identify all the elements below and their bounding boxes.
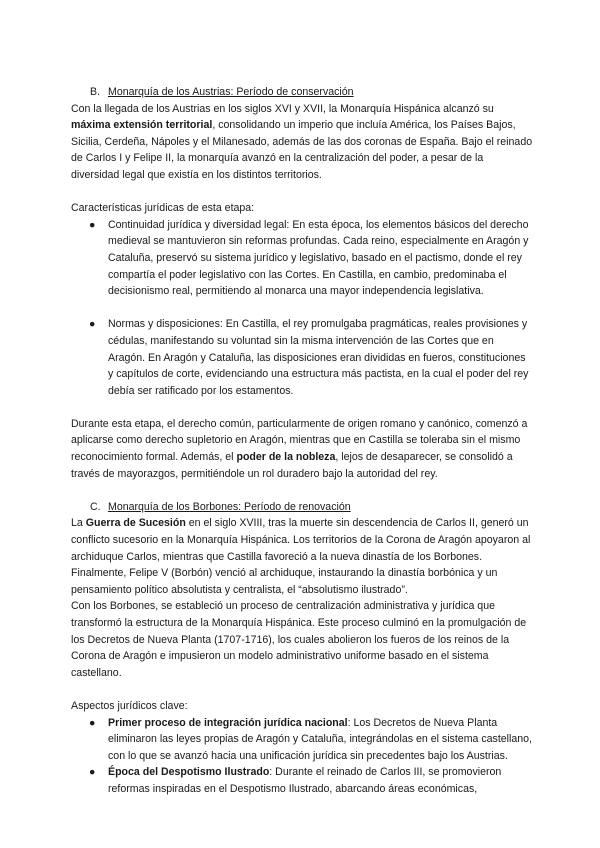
list-item <box>71 764 533 797</box>
bullet-icon: ● <box>89 218 96 231</box>
section-b-bullet-list <box>71 217 533 400</box>
list-item-text: Continuidad jurídica y diversidad legal: En esta época, los elementos básicos del derecho medieval se mantuvieron sin reformas profundas. Cada reino, especialmente en Aragón y Cataluña, preservó su sistema jurídico y legislativo, basado en el pactismo, donde el rey compartía el poder legislativo con las Cortes. En Castilla, en cambio, predominaba el decisionismo real, permitiendo al monarca una mayor independencia legislativa. <box>108 218 529 298</box>
text-run: La <box>71 517 86 530</box>
list-item <box>71 316 533 399</box>
section-b-title: Monarquía de los Austrias: Período de conservación <box>108 86 354 98</box>
list-item-text: Normas y disposiciones: En Castilla, el rey promulgaba pragmáticas, reales provisiones y cédulas, manifestando su voluntad sin la misma intervención de las Cortes que en Aragón. En Aragón y Cataluña, las disposiciones eran divididas en fueros, constituciones y capítulos de corte, evidenciando una estructura más pactista, en la cual el poder del rey debía ser ratificado por los estamentos. <box>108 318 529 397</box>
document-body <box>71 84 533 798</box>
section-b-heading <box>71 84 533 101</box>
section-c-paragraph-2: Con los Borbones, se estableció un proceso de centralización administrativa y jurídica que transformó la estructura de la Monarquía Hispánica. Este proceso culminó en la promulgación de los Decretos de Nueva Planta (1707-1716), los cuales abolieron los fueros de los reinos de la Corona de Aragón e impusieron un modelo administrativo uniforme basado en el sistema castellano. <box>71 600 527 679</box>
section-c-bullet-list <box>71 715 533 798</box>
text-run: Con la llegada de los Austrias en los siglos XVI y XVII, la Monarquía Hispánica alcanzó su <box>71 102 494 115</box>
list-item <box>71 715 533 765</box>
bullet-icon: ● <box>89 318 96 331</box>
list-item-text: : Durante el reinado de Carlos III, se promovieron reformas inspiradas en el Despotismo Ilustrado, abarcando áreas económicas, <box>108 766 502 795</box>
text-run: Durante esta etapa, el derecho común, particularmente de origen romano y canónico, comenzó a aplicarse como derecho supletorio en Aragón, mientras que en Castilla se toleraba sin el mismo reconocimiento formal. Además, el <box>71 417 528 464</box>
text-run: en el siglo XVIII, tras la muerte sin descendencia de Carlos II, generó un conflicto sucesorio en la Monarquía Hispánica. Los territorios de la Corona de Aragón apoyaron al archiduque Carlos, mientras que Castilla favoreció a la nueva dinastía de los Borbones. Finalmente, Felipe V (Borbón) venció al archiduque, instaurando la dinastía borbónica y un pensamiento político absolutista y centralista, el “absolutismo ilustrado”. <box>71 517 531 596</box>
bold-text: Primer proceso de integración jurídica nacional <box>108 716 348 729</box>
bullet-icon: ● <box>89 716 96 729</box>
section-c-heading <box>71 499 533 516</box>
section-c-paragraph-1 <box>71 515 533 598</box>
section-c-letter: C. <box>90 500 101 513</box>
list-item <box>71 217 533 300</box>
text-run: , consolidando un imperio que incluía América, los Países Bajos, Sicilia, Cerdeña, Nápoles y el Milanesado, además de las dos coronas de España. Bajo el reinado de Carlos I y Felipe II, la monarquía avanzó en la centralización del poder, a pesar de la diversidad legal que existía en los distintos territorios. <box>71 119 533 181</box>
section-c-aspects-intro: Aspectos jurídicos clave: <box>71 699 188 712</box>
bold-text: Época del Despotismo Ilustrado <box>108 766 270 779</box>
bold-text: máxima extensión territorial <box>71 119 213 132</box>
section-c-title: Monarquía de los Borbones: Período de renovación <box>108 500 351 513</box>
bold-text: Guerra de Sucesión <box>85 517 186 530</box>
section-b-paragraph-1 <box>71 101 533 184</box>
section-b-features-intro: Características jurídicas de esta etapa: <box>71 202 255 215</box>
section-b-letter: B. <box>90 86 101 98</box>
bold-text: poder de la nobleza <box>236 451 336 464</box>
section-b-paragraph-2 <box>71 416 533 482</box>
text-run: , lejos de desaparecer, se consolidó a través de mayorazgos, permitiéndole un rol duradero bajo la autoridad del rey. <box>71 451 513 480</box>
list-item-text: : Los Decretos de Nueva Planta eliminaron las leyes propias de Aragón y Cataluña, integrándolas en el sistema castellano, con lo que se avanzó hacia una unificación jurídica sin precedentes bajo los Austrias. <box>108 716 532 762</box>
bullet-icon: ● <box>89 766 96 779</box>
